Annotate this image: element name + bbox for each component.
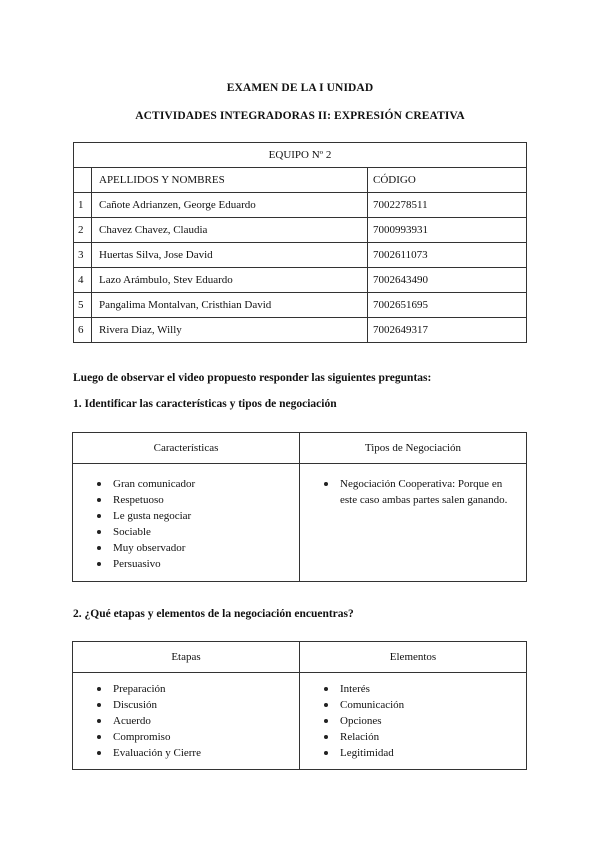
member-code: 7002611073 — [368, 243, 527, 268]
list-item: Opciones — [322, 713, 518, 729]
stages-body-row — [73, 673, 527, 770]
team-title: EQUIPO Nº 2 — [74, 143, 527, 168]
characteristics-table — [72, 432, 527, 582]
row-number: 3 — [74, 243, 92, 268]
list-item: Respetuoso — [95, 492, 291, 508]
elements-header: Elementos — [300, 642, 527, 673]
characteristics-cell — [73, 464, 300, 582]
member-code: 7002649317 — [368, 318, 527, 343]
elements-list — [322, 681, 518, 761]
characteristics-header-row — [73, 433, 527, 464]
member-code: 7000993931 — [368, 218, 527, 243]
stages-header-row — [73, 642, 527, 673]
row-number: 2 — [74, 218, 92, 243]
member-name: Huertas Silva, Jose David — [92, 243, 368, 268]
list-item: Persuasivo — [95, 556, 291, 572]
list-item: Negociación Cooperativa: Porque en este caso ambas partes salen ganando. — [322, 476, 518, 508]
characteristics-body-row — [73, 464, 527, 582]
negotiation-types-list — [322, 476, 518, 508]
list-item: Interés — [322, 681, 518, 697]
team-title-row — [74, 143, 527, 168]
member-name: Lazo Arámbulo, Stev Eduardo — [92, 268, 368, 293]
row-number: 6 — [74, 318, 92, 343]
stages-table — [72, 641, 527, 770]
elements-cell — [300, 673, 527, 770]
stages-header: Etapas — [73, 642, 300, 673]
member-name: Chavez Chavez, Claudia — [92, 218, 368, 243]
table-row — [74, 293, 527, 318]
member-name: Pangalima Montalvan, Cristhian David — [92, 293, 368, 318]
member-name: Cañote Adrianzen, George Eduardo — [92, 193, 368, 218]
table-row — [74, 318, 527, 343]
header-code-cell: CÓDIGO — [368, 168, 527, 193]
table-row — [74, 243, 527, 268]
question-2-heading: 2. ¿Qué etapas y elementos de la negociación encuentras? — [73, 608, 354, 620]
question-1-heading: 1. Identificar las características y tipos de negociación — [73, 398, 337, 410]
list-item: Compromiso — [95, 729, 291, 745]
member-code: 7002278511 — [368, 193, 527, 218]
stages-list — [95, 681, 291, 761]
list-item: Legitimidad — [322, 745, 518, 761]
header-number-cell — [74, 168, 92, 193]
list-item: Le gusta negociar — [95, 508, 291, 524]
member-code: 7002643490 — [368, 268, 527, 293]
document-title: EXAMEN DE LA I UNIDAD — [226, 82, 374, 94]
header-name-cell: APELLIDOS Y NOMBRES — [92, 168, 368, 193]
row-number: 4 — [74, 268, 92, 293]
instructions-text: Luego de observar el video propuesto responder las siguientes preguntas: — [73, 372, 432, 384]
document-subtitle: ACTIVIDADES INTEGRADORAS II: EXPRESIÓN CREATIVA — [135, 110, 465, 122]
table-row — [74, 268, 527, 293]
team-header-row — [74, 168, 527, 193]
member-name: Rivera Diaz, Willy — [92, 318, 368, 343]
list-item: Gran comunicador — [95, 476, 291, 492]
row-number: 5 — [74, 293, 92, 318]
team-table — [73, 142, 527, 343]
list-item: Preparación — [95, 681, 291, 697]
list-item: Evaluación y Cierre — [95, 745, 291, 761]
characteristics-list — [95, 476, 291, 572]
member-code: 7002651695 — [368, 293, 527, 318]
list-item: Muy observador — [95, 540, 291, 556]
negotiation-types-header: Tipos de Negociación — [300, 433, 527, 464]
list-item: Discusión — [95, 697, 291, 713]
list-item: Comunicación — [322, 697, 518, 713]
list-item: Sociable — [95, 524, 291, 540]
row-number: 1 — [74, 193, 92, 218]
negotiation-types-cell — [300, 464, 527, 582]
list-item: Relación — [322, 729, 518, 745]
characteristics-header: Características — [73, 433, 300, 464]
table-row — [74, 218, 527, 243]
table-row — [74, 193, 527, 218]
list-item: Acuerdo — [95, 713, 291, 729]
stages-cell — [73, 673, 300, 770]
